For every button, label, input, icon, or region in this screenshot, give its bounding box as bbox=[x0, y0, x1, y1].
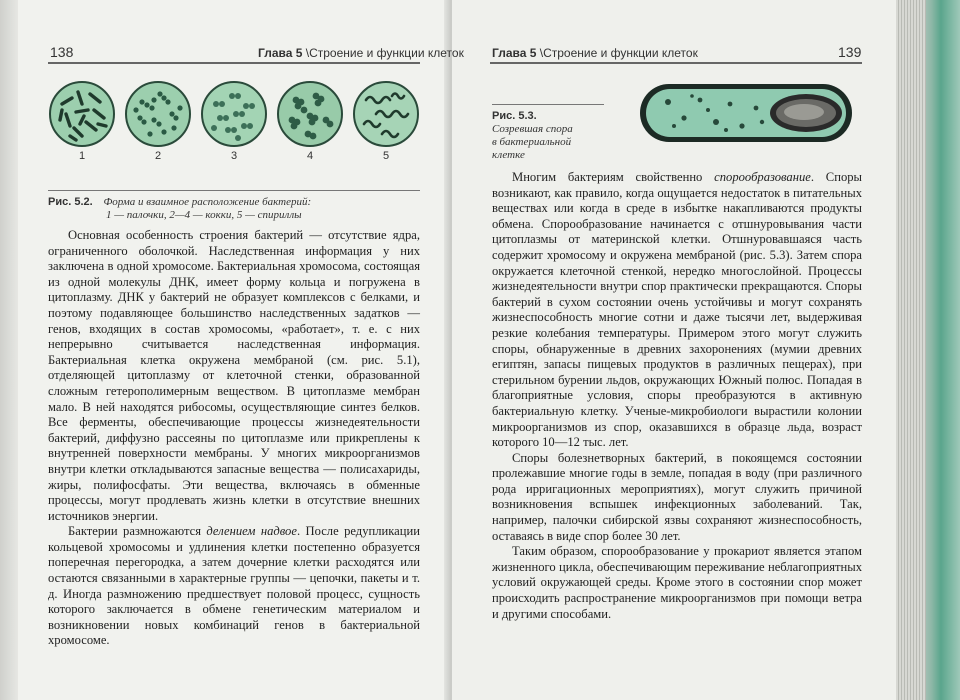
bacteria-clusters-icon bbox=[276, 80, 344, 148]
right-paragraph-1-start: Многим бактериям свойственно bbox=[512, 170, 715, 184]
left-paragraph-2-start: Бактерии размножаются bbox=[68, 524, 207, 539]
bacteria-label-5: 5 bbox=[382, 150, 390, 162]
right-header bbox=[838, 44, 861, 60]
left-header-separator: \ bbox=[305, 46, 310, 60]
bacteria-rods bbox=[48, 80, 116, 162]
left-paragraph-2-term: делением надвое bbox=[206, 524, 297, 539]
bacteria-rods-icon bbox=[48, 80, 116, 148]
figure-5-2-caption-line2: 1 — палочки, 2—4 — кокки, 5 — спириллы bbox=[106, 209, 302, 221]
left-header-chapter bbox=[258, 46, 464, 60]
right-body-text bbox=[492, 170, 862, 622]
left-page-number: 138 bbox=[50, 44, 74, 60]
left-figure-rule bbox=[48, 190, 420, 191]
figure-5-2-caption-line1: Форма и взаимное расположение бактерий: bbox=[103, 196, 312, 208]
bacteria-label-1: 1 bbox=[78, 150, 86, 162]
figure-5-2-label: Рис. 5.2. bbox=[48, 196, 93, 208]
figure-5-3-caption-line1: Созревшая спора bbox=[492, 123, 573, 135]
right-header-rule bbox=[490, 62, 862, 64]
spore-in-cell-icon bbox=[638, 82, 854, 144]
figure-5-3-caption-line3: клетке bbox=[492, 149, 525, 161]
bacteria-label-2: 2 bbox=[154, 150, 162, 162]
left-chapter-label: Глава 5 bbox=[258, 46, 303, 60]
left-chapter-title: Строение и функции клеток bbox=[309, 46, 464, 60]
left-header-rule bbox=[48, 62, 420, 64]
right-chapter-label: Глава 5 bbox=[492, 46, 537, 60]
bacteria-cocci-2 bbox=[124, 80, 192, 162]
bacteria-spirilla-icon bbox=[352, 80, 420, 148]
bacteria-label-3: 3 bbox=[230, 150, 238, 162]
right-paragraph-2: Споры болезнетворных бактерий, в покоящемся состоянии пролежавшие многие годы в земле, попадая в воду (при различного рода ирригационных мероприятиях), могут служить причиной возникновения вспышек инфекционных заболеваний. Так, например, палочки сибирской язвы сохраняют жизнеспособность, оставаясь в виде спор более 30 лет. bbox=[492, 450, 862, 543]
bacteria-cocci-4 bbox=[276, 80, 344, 162]
right-paragraph-1-term: спорообразование bbox=[714, 170, 811, 184]
right-page-number: 139 bbox=[838, 44, 862, 60]
left-paragraph-1: Основная особенность строения бактерий — отсутствие ядра, ограниченного оболочкой. Наследственная информация у них заключена в одной хромосоме. Бактериальная хромосома, состоящая из одной молекулы ДНК, имеет форму кольца и погружена в цитоплазму. ДНК у бактерий не образует комплексов с белками, и поэтому подавляющее большинство наследственных задатков — генов, входящих в состав хромосомы, «работает», т. е. с них непрерывно считывается наследственная информация. Бактериальная клетка окружена мембраной (см. рис. 5.1), отделяющей цитоплазму от клеточной стенки, образованной сложным гетерополимерным веществом. В цитоплазме мембран мало. В ней находятся рибосомы, осуществляющие синтез белков. Все ферменты, обеспечивающие процессы жизнедеятельности бактерий, диффузно рассеяны по цитоплазме или прикреплены к внутренней поверхности мембраны. У многих микроорганизмов внутри клетки откладываются запасные вещества — полисахариды, жиры, полифосфаты. Эти вещества, включаясь в обменные процессы, могут продлевать жизнь клетки в отсутствие внешних источников энергии. bbox=[48, 228, 420, 523]
left-body-text bbox=[48, 228, 420, 649]
right-header-chapter bbox=[492, 46, 698, 60]
bacteria-cocci-3 bbox=[200, 80, 268, 162]
right-paragraph-1-rest: . Споры возникают, как правило, когда ощущается недостаток в питательных веществах или когда в среде в избытке накапливаются продукты обмена. Спорообразование начинается с отшнуровывания части цитоплазмы от материнской клетки. Отшнуровавшаяся часть содержит хромосому и окружена мембраной (рис. 5.3). Затем спора окружается клеточной стенкой, нередко многослойной. Процессы жизнедеятельности внутри спор практически прекращаются. Споры бактерий в сухом состоянии очень устойчивы и могут сохранять жизнеспособность многие сотни и даже тысячи лет, выдерживая резкие колебания температуры. Примером этого могут служить споры, обнаруженные в древних захоронениях (мумии древних египтян, запасы пищевых продуктов в различных пещерах), при стерильном бурении льдов, окружающих Южный полюс. Попадая в благоприятные условия, споры преобразуются в активную бактериальную клетку. Ученые-микробиологи вырастили колонии микроорганизмов из спор, оказавшихся в образце льда, возраст которого 10—12 тыс. лет. bbox=[492, 170, 862, 450]
left-header bbox=[50, 44, 73, 60]
page-stack-lines bbox=[896, 0, 926, 700]
left-paragraph-2 bbox=[48, 524, 420, 649]
left-paragraph-2-rest: . После редупликации кольцевой хромосомы и удлинения клетки постепенно образуется поперечная перегородка, а затем дочерние клетки расходятся или остаются связанными в характерные группы — цепочки, пакеты и т. д. Иногда размножению предшествует половой процесс, сущность которого заключается в обмене генетическим материалом и возникновении новых комбинаций генов в бактериальной хромосоме. bbox=[48, 524, 420, 648]
bacteria-figure bbox=[48, 80, 420, 180]
right-figure-rule bbox=[492, 104, 604, 105]
figure-5-3-caption bbox=[492, 110, 632, 162]
left-page-edge bbox=[0, 0, 18, 700]
right-paragraph-1 bbox=[492, 170, 862, 451]
figure-5-3-label: Рис. 5.3. bbox=[492, 110, 537, 122]
bacteria-label-4: 4 bbox=[306, 150, 314, 162]
bacteria-spirilla bbox=[352, 80, 420, 162]
figure-5-2-caption bbox=[48, 196, 420, 222]
figure-5-3-caption-line2: в бактериальной bbox=[492, 136, 572, 148]
right-header-separator: \ bbox=[539, 46, 544, 60]
bacteria-cocci-icon bbox=[124, 80, 192, 148]
bacteria-cocci-pairs-icon bbox=[200, 80, 268, 148]
right-paragraph-3: Таким образом, спорообразование у прокариот является этапом жизненного цикла, обеспечивающим переживание неблагоприятных условий окружающей среды. Кроме этого в состоянии спор может происходить распространение микроорганизмов при помощи ветра и другими способами. bbox=[492, 544, 862, 621]
right-chapter-title: Строение и функции клеток bbox=[543, 46, 698, 60]
